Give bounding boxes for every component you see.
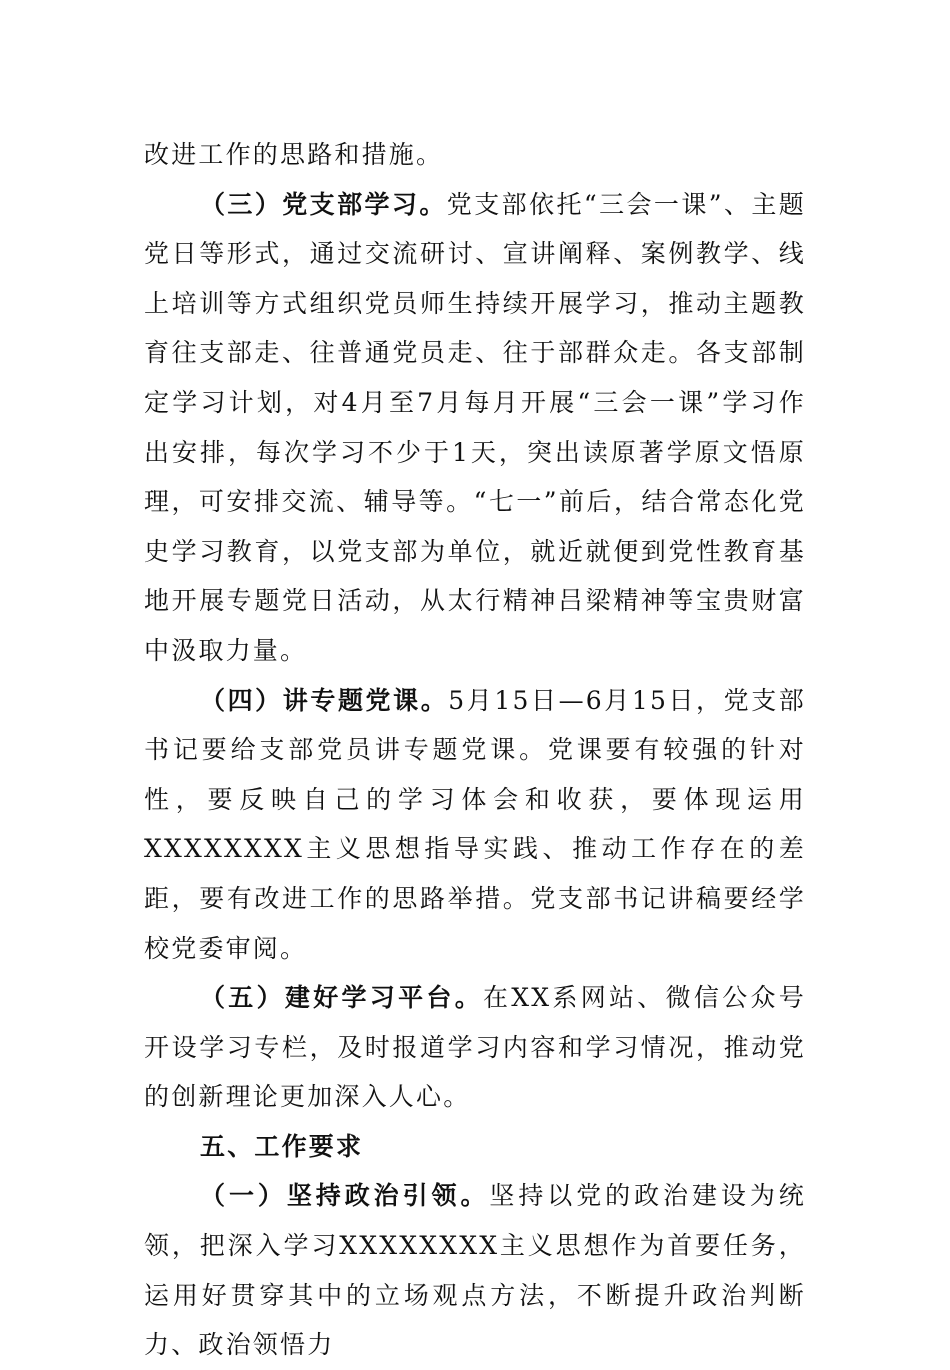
- paragraph-text: 在XX系网站、微信公众号开设学习专栏，及时报道学习内容和学习情况，推动党的创新理论更加深入人心。: [144, 983, 806, 1112]
- section-title-work-requirements: 五、工作要求: [200, 1131, 364, 1161]
- paragraph-text: 改进工作的思路和措施。: [144, 140, 444, 169]
- paragraph-text: 坚持以党的政治建设为统领，把深入学习XXXXXXXX主义思想作为首要任务，运用好贯穿其中的立场观点方法，不断提升政治判断力、政治领悟力: [144, 1181, 806, 1360]
- paragraph-study-platform: [144, 973, 806, 1122]
- paragraph-party-lecture: [144, 676, 806, 974]
- paragraph-continuation: [144, 130, 806, 180]
- document-body: [144, 130, 806, 1370]
- paragraph-political-leadership: [144, 1171, 806, 1369]
- paragraph-heading: （四）讲专题党课。: [200, 685, 449, 715]
- paragraph-heading: （一）坚持政治引领。: [200, 1181, 490, 1211]
- paragraph-party-branch-study: [144, 180, 806, 676]
- paragraph-heading: （五）建好学习平台。: [200, 983, 483, 1013]
- paragraph-text: 5月15日—6月15日，党支部书记要给支部党员讲专题党课。党课要有较强的针对性，要反映自己的学习体会和收获，要体现运用XXXXXXXX主义思想指导实践、推动工作存在的差距，要有改进工作的思路举措。党支部书记讲稿要经学校党委审阅。: [144, 685, 806, 963]
- paragraph-heading: （三）党支部学习。: [200, 189, 447, 219]
- paragraph-text: 党支部依托“三会一课”、主题党日等形式，通过交流研讨、宣讲阐释、案例教学、线上培训等方式组织党员师生持续开展学习，推动主题教育往支部走、往普通党员走、往于部群众走。各支部制定学习计划，对4月至7月每月开展“三会一课”学习作出安排，每次学习不少于1天，突出读原著学原文悟原理，可安排交流、辅导等。“七一”前后，结合常态化党史学习教育，以党支部为单位，就近就便到党性教育基地开展专题党日活动，从太行精神吕梁精神等宝贵财富中汲取力量。: [144, 189, 806, 665]
